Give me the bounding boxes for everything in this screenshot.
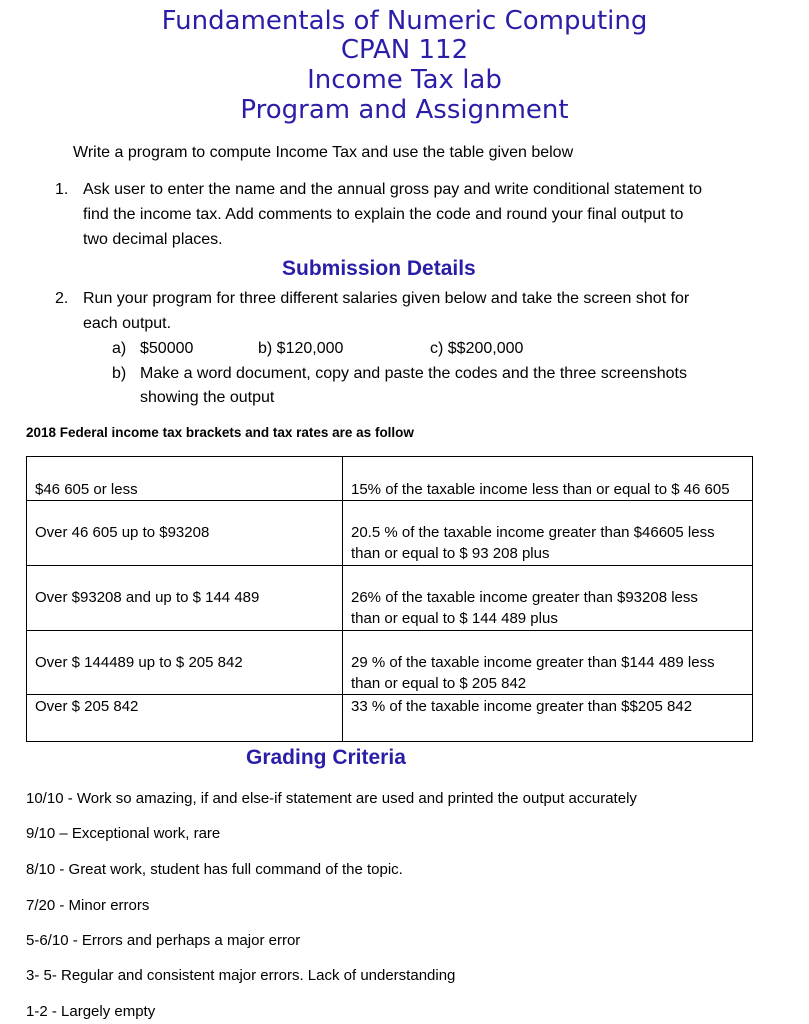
sub-b-line1: Make a word document, copy and paste the codes and the three screenshots [140,365,687,382]
grading-item: 8/10 - Great work, student has full command of the topic. [26,861,403,878]
grading-heading: Grading Criteria [246,746,406,769]
salary-c: c) $$200,000 [430,340,524,357]
sub-a-marker: a) [112,340,127,357]
bracket-text: Over $93208 and up to $ 144 489 [35,589,260,606]
rate-text-cont: than or equal to $ 93 208 plus [351,545,550,562]
table-row [27,457,753,501]
item2-number: 2. [55,290,69,307]
document-title: Fundamentals of Numeric Computing [161,6,648,36]
bracket-text: Over $ 144489 up to $ 205 842 [35,654,243,671]
grading-item: 7/20 - Minor errors [26,897,150,914]
grading-item: 9/10 – Exceptional work, rare [26,825,221,842]
lab-title: Income Tax lab [307,65,502,95]
item2-line1: Run your program for three different salaries given below and take the screen shot for [83,290,690,307]
rate-cell [343,457,753,501]
rate-text: 15% of the taxable income less than or equal to $ 46 605 [351,481,730,498]
sub-b-line2: showing the output [140,389,275,406]
bracket-cell [27,501,343,566]
assignment-title: Program and Assignment [240,95,569,125]
table-row [27,631,753,695]
rate-text-cont: than or equal to $ 205 842 [351,675,527,692]
grading-item: 5-6/10 - Errors and perhaps a major error [26,932,301,949]
item1-line2: find the income tax. Add comments to explain the code and round your final output to [83,206,684,223]
rate-cell [343,631,753,695]
rate-text: 29 % of the taxable income greater than $144 489 less [351,654,715,671]
table-row [27,566,753,631]
table-row [27,695,753,742]
grading-item: 3- 5- Regular and consistent major errors. Lack of understanding [26,967,456,984]
grading-item: 1-2 - Largely empty [26,1003,156,1020]
salary-a: $50000 [140,340,194,357]
bracket-text: $46 605 or less [35,481,138,498]
item1-number: 1. [55,181,69,198]
rate-cell [343,566,753,631]
intro-text: Write a program to compute Income Tax and use the table given below [73,144,574,161]
submission-heading: Submission Details [282,257,476,280]
rate-text: 20.5 % of the taxable income greater than $46605 less [351,524,715,541]
bracket-cell [27,457,343,501]
rate-cell [343,695,753,742]
item2-line2: each output. [83,315,172,332]
item1-line1: Ask user to enter the name and the annual gross pay and write conditional statement to [83,181,703,198]
table-row [27,501,753,566]
salary-b: b) $120,000 [258,340,344,357]
rate-text: 26% of the taxable income greater than $93208 less [351,589,698,606]
rate-text-cont: than or equal to $ 144 489 plus [351,610,558,627]
course-code: CPAN 112 [340,35,469,65]
bracket-cell [27,566,343,631]
item1-line3: two decimal places. [83,231,223,248]
bracket-cell [27,695,343,742]
table-caption: 2018 Federal income tax brackets and tax rates are as follow [26,425,414,440]
rate-text: 33 % of the taxable income greater than $$205 842 [351,698,693,715]
bracket-text: Over $ 205 842 [35,698,139,715]
bracket-text: Over 46 605 up to $93208 [35,524,210,541]
bracket-cell [27,631,343,695]
sub-b-marker: b) [112,365,127,382]
grading-item: 10/10 - Work so amazing, if and else-if statement are used and printed the output accurately [26,790,637,807]
tax-bracket-table [26,456,753,742]
rate-cell [343,501,753,566]
